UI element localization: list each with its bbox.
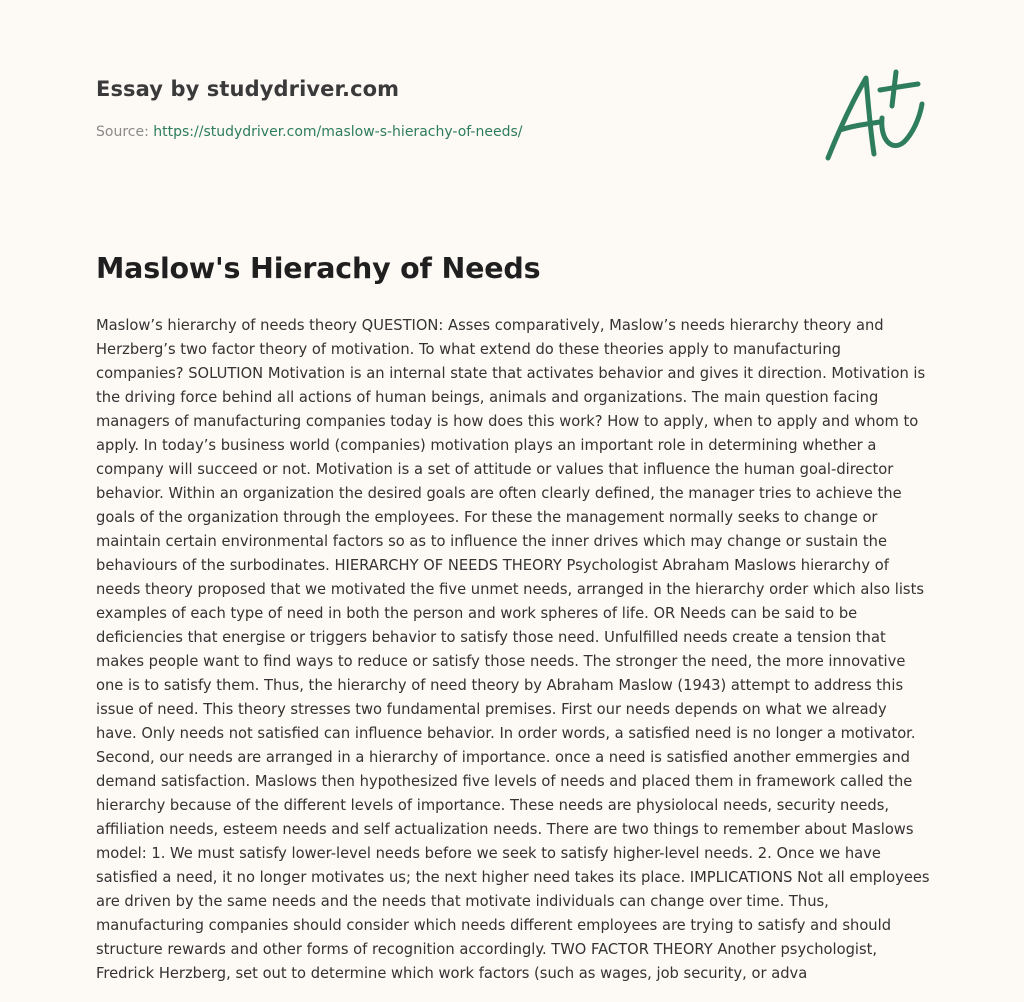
a-plus-logo-icon bbox=[818, 66, 934, 166]
source-line bbox=[96, 124, 522, 140]
page-title: Maslow's Hierachy of Needs bbox=[96, 252, 541, 285]
site-brand: Essay by studydriver.com bbox=[96, 77, 400, 101]
source-link[interactable]: https://studydriver.com/maslow-s-hierachy-of-needs/ bbox=[153, 124, 523, 140]
source-label: Source: bbox=[96, 124, 154, 140]
essay-body-text: Maslow’s hierarchy of needs theory QUESTION: Asses comparatively, Maslow’s needs hierarchy theory and Herzberg’s two factor theory of motivation. To what extend do these theories apply to manufacturing companies? SOLUTION Motivation is an internal state that activates behavior and gives it direction. Motivation is the driving force behind all actions of human beings, animals and organizations. The main question facing managers of manufacturing companies today is how does this work? How to apply, when to apply and whom to apply. In today’s business world (companies) motivation plays an important role in determining whether a company will succeed or not. Motivation is a set of attitude or values that influence the human goal-director behavior. Within an organization the desired goals are often clearly defined, the manager tries to achieve the goals of the organization through the employees. For these the management normally seeks to change or maintain certain environmental factors so as to influence the inner drives which may change or sustain the behaviours of the surbodinates. HIERARCHY OF NEEDS THEORY Psychologist Abraham Maslows hierarchy of needs theory proposed that we motivated the five unmet needs, arranged in the hierarchy order which also lists examples of each type of need in both the person and work spheres of life. OR Needs can be said to be deficiencies that energise or triggers behavior to satisfy those need. Unfulfilled needs create a tension that makes people want to find ways to reduce or satisfy those needs. The stronger the need, the more innovative one is to satisfy them. Thus, the hierarchy of need theory by Abraham Maslow (1943) attempt to address this issue of need. This theory stresses two fundamental premises. First our needs depends on what we already have. Only needs not satisfied can influence behavior. In order words, a satisfied need is no longer a motivator. Second, our needs are arranged in a hierarchy of importance. once a need is satisfied another emmergies and demand satisfaction. Maslows then hypothesized five levels of needs and placed them in framework called the hierarchy because of the different levels of importance. These needs are physiolocal needs, security needs, affiliation needs, esteem needs and self actualization needs. There are two things to remember about Maslows model: 1. We must satisfy lower-level needs before we seek to satisfy higher-level needs. 2. Once we have satisfied a need, it no longer motivates us; the next higher need takes its place. IMPLICATIONS Not all employees are driven by the same needs and the needs that motivate individuals can change over time. Thus, manufacturing companies should consider which needs different employees are trying to satisfy and should structure rewards and other forms of recognition accordingly. TWO FACTOR THEORY Another psychologist, Fredrick Herzberg, set out to determine which work factors (such as wages, job security, or adva bbox=[96, 317, 930, 982]
